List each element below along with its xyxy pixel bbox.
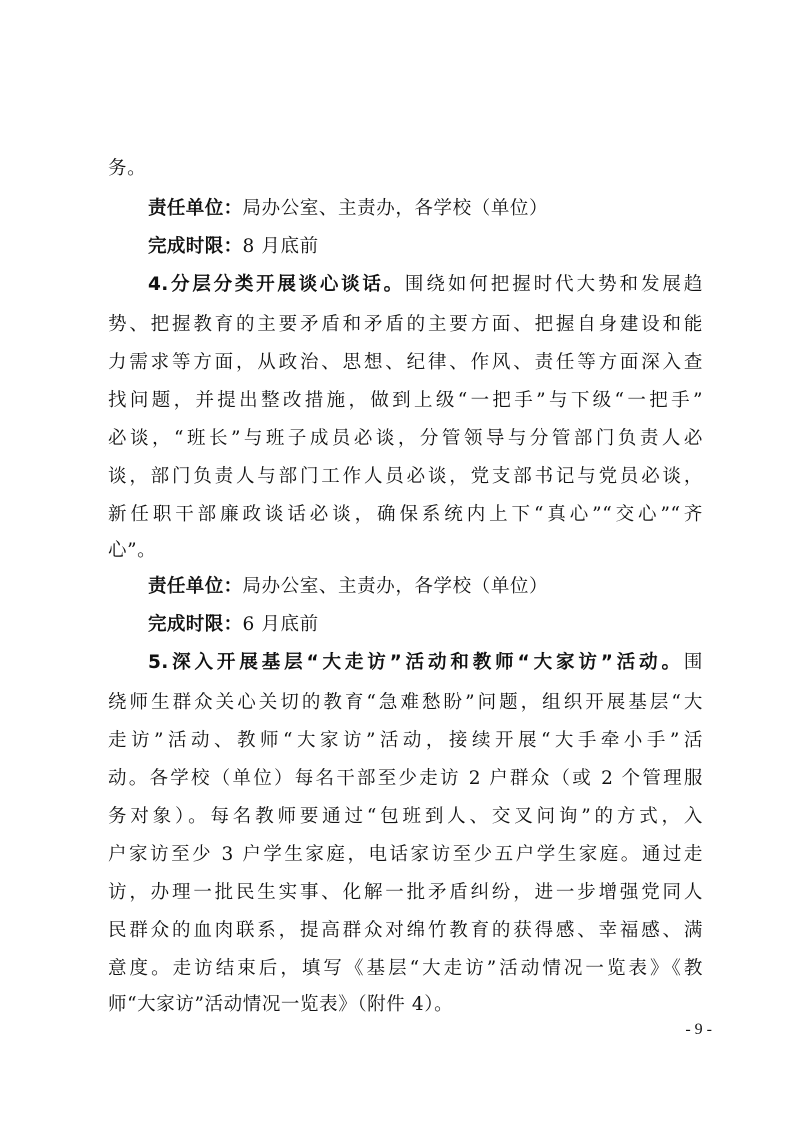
deadline-value: 6 月底前 (242, 614, 319, 635)
item-5-line: 走访”活动、教师“大家访”活动，接续开展“大手牵小手”活 (108, 730, 703, 751)
responsibility-line-2 (148, 572, 703, 602)
deadline-label: 完成时限： (148, 614, 243, 635)
item-4-line: 心”。 (108, 540, 157, 561)
item-5-line: 民群众的血肉联系，提高群众对绵竹教育的获得感、幸福感、满 (108, 920, 703, 941)
deadline-line-2 (148, 610, 703, 640)
item-4-line: 新任职干部廉政谈话必谈，确保系统内上下“真心”“交心”“齐 (108, 504, 703, 525)
item-5-heading: 5.深入开展基层“大走访”活动和教师“大家访”活动。 (148, 652, 684, 673)
item-4-line: 谈，部门负责人与部门工作人员必谈，党支部书记与党员必谈， (108, 466, 703, 487)
responsibility-label: 责任单位： (148, 576, 243, 597)
item-4-line: 必谈，“班长”与班子成员必谈，分管领导与分管部门负责人必 (108, 428, 703, 449)
item-5-line: 访，办理一批民生实事、化解一批矛盾纠纷，进一步增强党同人 (108, 882, 703, 903)
item-5-line: 意度。走访结束后，填写《基层“大走访”活动情况一览表》《教 (108, 958, 703, 979)
item-4-first-line (148, 270, 703, 300)
item-5-text: 围 (683, 652, 703, 673)
item-4-line: 势、把握教育的主要矛盾和矛盾的主要方面、把握自身建设和能 (108, 314, 703, 335)
page-number: - 9 - (685, 1021, 712, 1038)
deadline-line-1 (148, 232, 703, 262)
deadline-value: 8 月底前 (242, 236, 319, 257)
responsibility-line-1 (148, 194, 703, 224)
item-4-heading: 4.分层分类开展谈心谈话。 (148, 274, 405, 295)
item-4-line: 力需求等方面，从政治、思想、纪律、作风、责任等方面深入查 (108, 352, 703, 373)
continuation-text: 务。 (108, 158, 147, 179)
item-5-line: 户家访至少 3 户学生家庭，电话家访至少五户学生家庭。通过走 (108, 844, 703, 865)
item-4-text: 围绕如何把握时代大势和发展趋 (404, 274, 703, 295)
responsibility-label: 责任单位： (148, 198, 243, 219)
responsibility-value: 局办公室、主责办，各学校（单位） (242, 198, 549, 219)
item-4-line: 找问题，并提出整改措施，做到上级“一把手”与下级“一把手” (108, 390, 703, 411)
item-5-line: 绕师生群众关心关切的教育“急难愁盼”问题，组织开展基层“大 (108, 692, 703, 713)
item-5-line: 动。各学校（单位）每名干部至少走访 2 户群众（或 2 个管理服 (108, 768, 703, 789)
responsibility-value: 局办公室、主责办，各学校（单位） (242, 576, 549, 597)
item-5-first-line (148, 648, 703, 678)
deadline-label: 完成时限： (148, 236, 243, 257)
item-5-line: 师“大家访”活动情况一览表》（附件 4）。 (108, 994, 454, 1015)
item-5-line: 务对象）。每名教师要通过“包班到人、交叉问询”的方式，入 (108, 806, 703, 827)
